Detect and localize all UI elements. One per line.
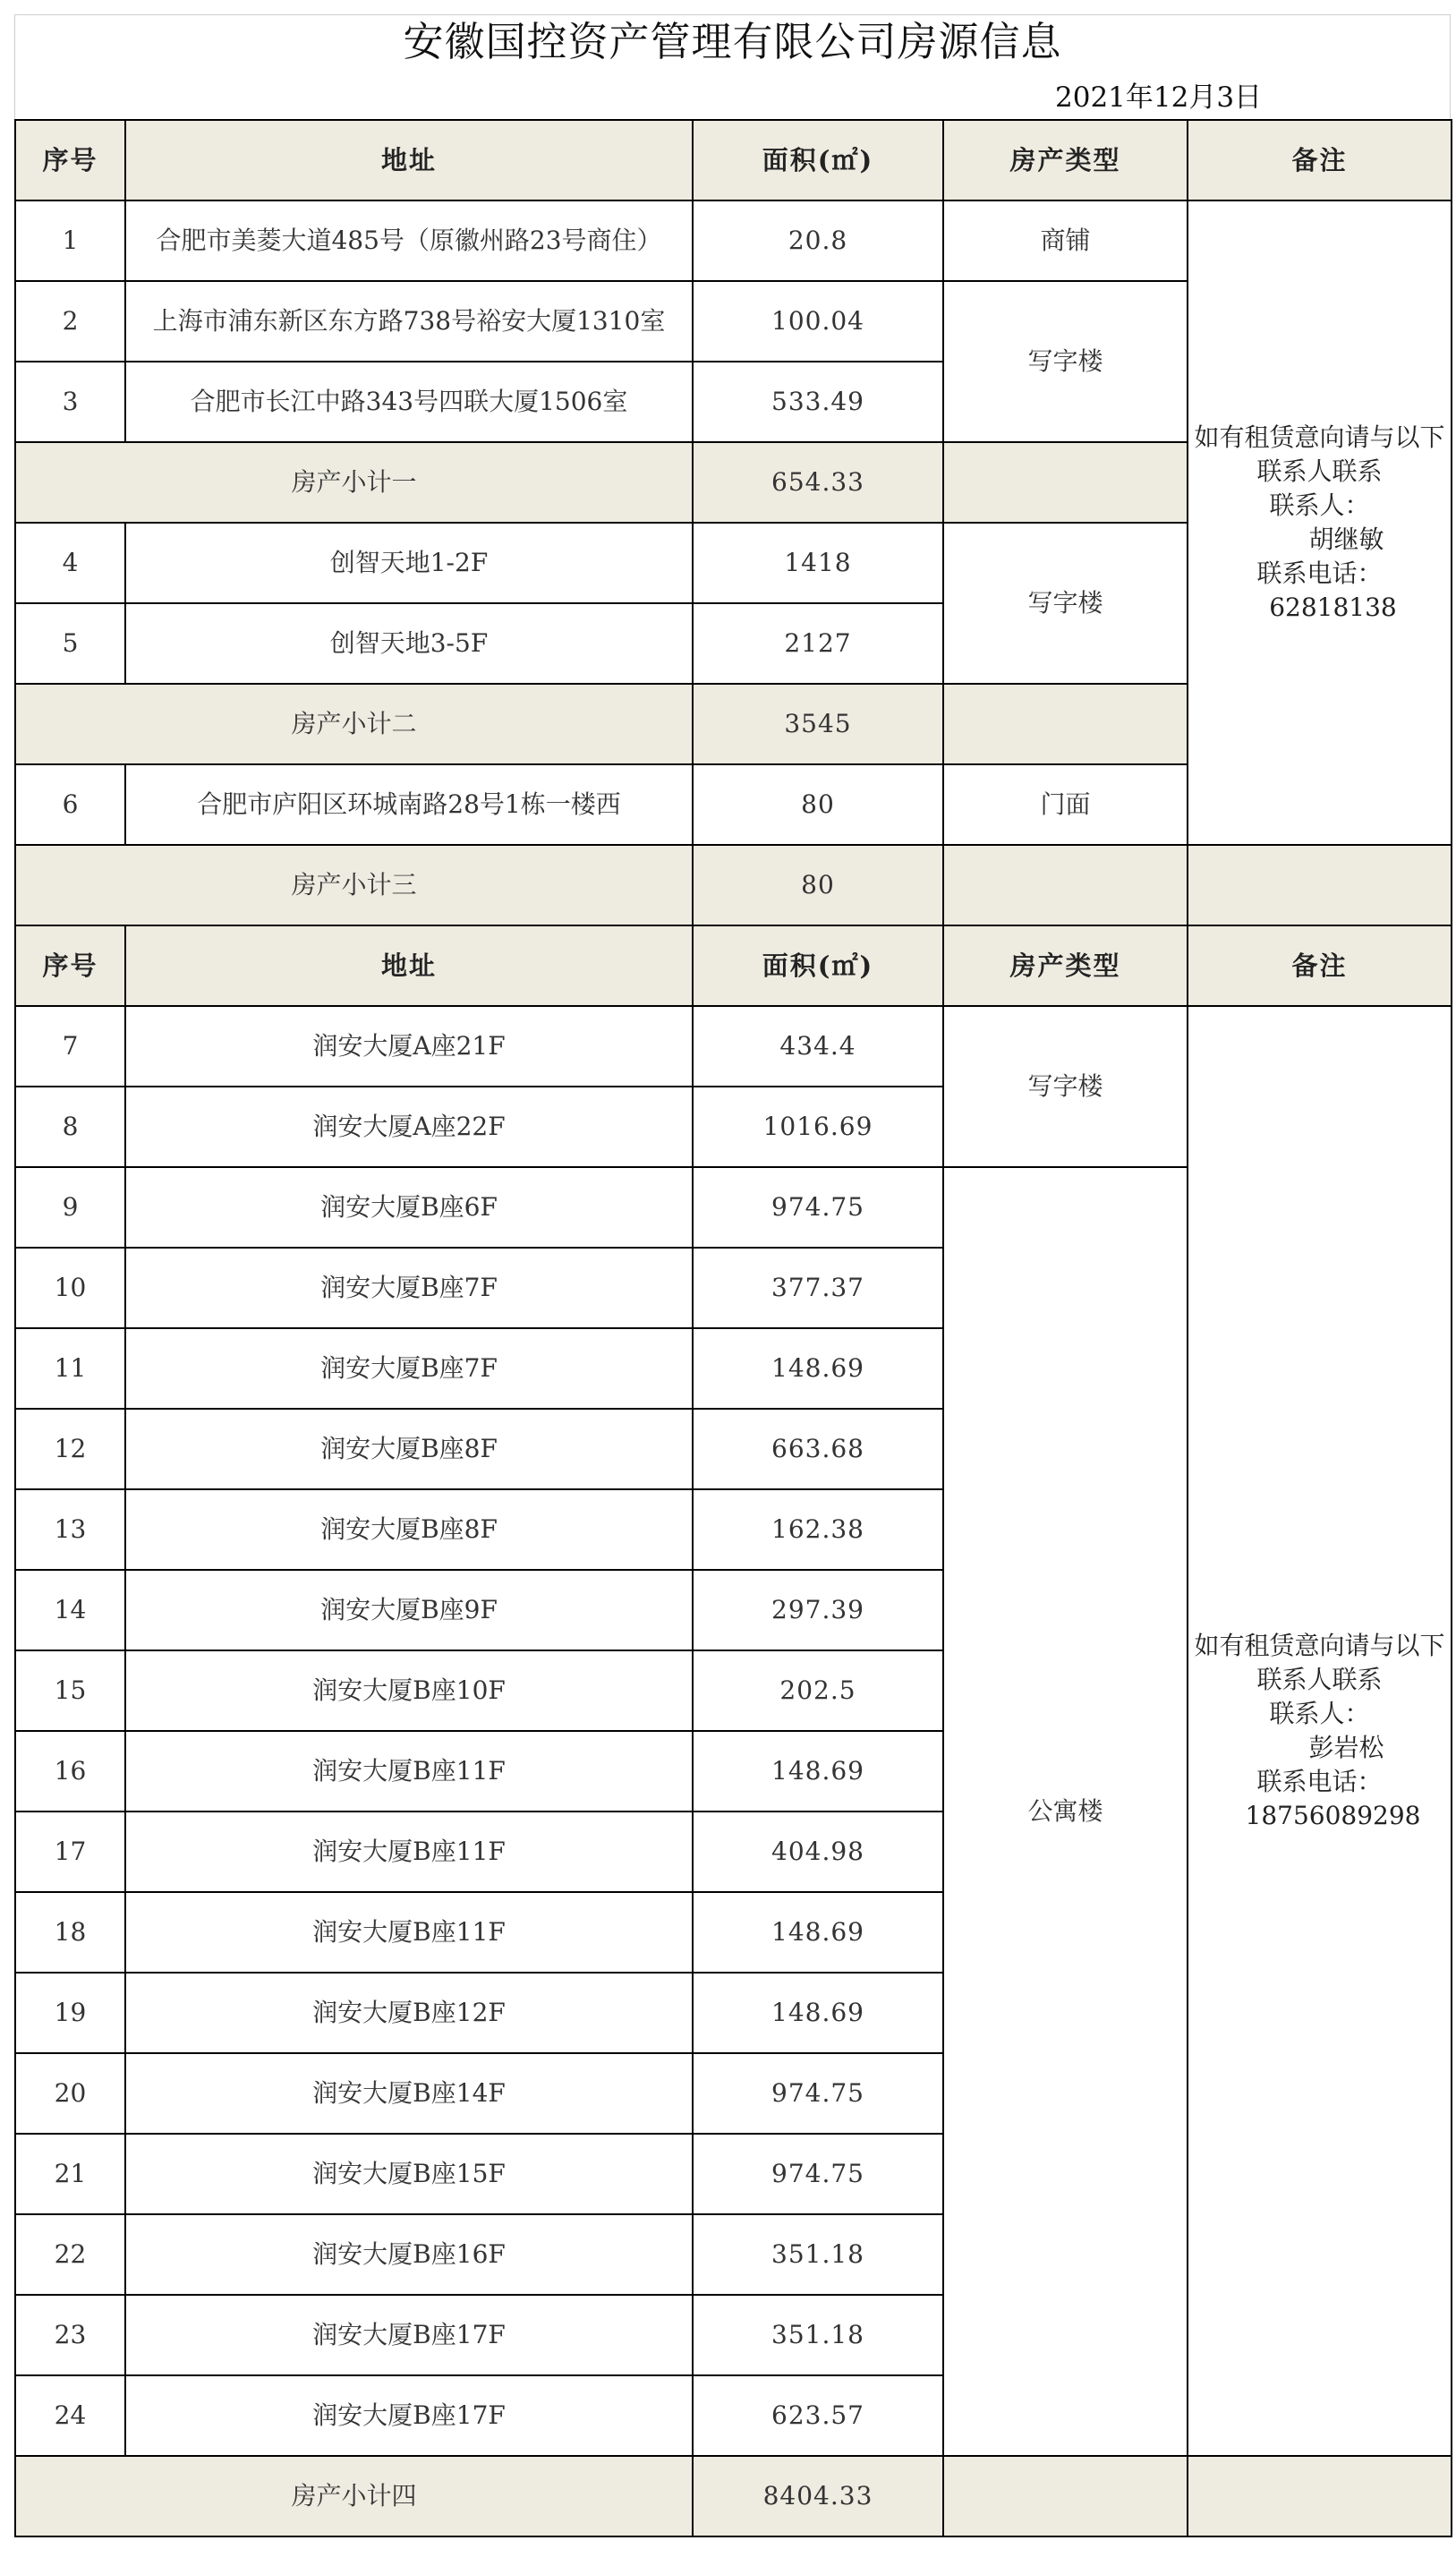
table-row xyxy=(15,1006,1452,1087)
row-area: 1418 xyxy=(693,523,943,603)
row-address: 润安大厦B座17F xyxy=(125,2375,693,2456)
contact-phone-label: 联系电话： xyxy=(1256,558,1383,588)
row-address: 润安大厦B座10F xyxy=(125,1650,693,1731)
row-address: 润安大厦B座7F xyxy=(125,1328,693,1409)
header-area: 面积(㎡) xyxy=(693,120,943,200)
subtotal-label: 房产小计二 xyxy=(15,684,693,764)
row-address: 润安大厦A座21F xyxy=(125,1006,693,1087)
subtotal-empty xyxy=(943,845,1188,925)
subtotal-area: 80 xyxy=(693,845,943,925)
table-row xyxy=(15,200,1452,281)
row-area: 148.69 xyxy=(693,1328,943,1409)
row-address: 润安大厦B座8F xyxy=(125,1489,693,1570)
row-seq: 21 xyxy=(15,2134,125,2214)
row-seq: 14 xyxy=(15,1570,125,1650)
row-area: 297.39 xyxy=(693,1570,943,1650)
subtotal-row xyxy=(15,2456,1452,2536)
row-address: 润安大厦B座17F xyxy=(125,2295,693,2375)
header-address: 地址 xyxy=(125,120,693,200)
subtotal-empty xyxy=(1188,845,1452,925)
subtotal-label: 房产小计一 xyxy=(15,442,693,523)
contact-person-label: 联系人： xyxy=(1269,490,1370,520)
row-address: 润安大厦B座11F xyxy=(125,1731,693,1812)
subtotal-empty xyxy=(943,684,1188,764)
row-seq: 5 xyxy=(15,603,125,684)
row-address: 合肥市庐阳区环城南路28号1栋一楼西 xyxy=(125,764,693,845)
subtotal-area: 8404.33 xyxy=(693,2456,943,2536)
row-type: 公寓楼 xyxy=(943,1167,1188,2456)
row-area: 20.8 xyxy=(693,200,943,281)
row-address: 润安大厦B座6F xyxy=(125,1167,693,1248)
row-seq: 22 xyxy=(15,2214,125,2295)
row-seq: 18 xyxy=(15,1892,125,1973)
subtotal-empty xyxy=(943,2456,1188,2536)
row-area: 404.98 xyxy=(693,1812,943,1892)
row-seq: 16 xyxy=(15,1731,125,1812)
row-address: 合肥市美菱大道485号（原徽州路23号商住） xyxy=(125,200,693,281)
row-seq: 20 xyxy=(15,2053,125,2134)
row-area: 663.68 xyxy=(693,1409,943,1489)
row-seq: 3 xyxy=(15,362,125,442)
row-area: 80 xyxy=(693,764,943,845)
row-seq: 24 xyxy=(15,2375,125,2456)
row-seq: 10 xyxy=(15,1248,125,1328)
header-seq: 序号 xyxy=(15,925,125,1006)
table-header-row xyxy=(15,925,1452,1006)
row-area: 351.18 xyxy=(693,2295,943,2375)
row-seq: 6 xyxy=(15,764,125,845)
row-address: 润安大厦B座16F xyxy=(125,2214,693,2295)
header-type: 房产类型 xyxy=(943,925,1188,1006)
row-seq: 23 xyxy=(15,2295,125,2375)
row-area: 623.57 xyxy=(693,2375,943,2456)
date-row xyxy=(14,69,1451,119)
row-area: 148.69 xyxy=(693,1892,943,1973)
row-area: 148.69 xyxy=(693,1731,943,1812)
row-area: 100.04 xyxy=(693,281,943,362)
header-seq: 序号 xyxy=(15,120,125,200)
table-header-row xyxy=(15,120,1452,200)
row-seq: 2 xyxy=(15,281,125,362)
row-address: 润安大厦A座22F xyxy=(125,1087,693,1167)
row-address: 创智天地3-5F xyxy=(125,603,693,684)
row-seq: 12 xyxy=(15,1409,125,1489)
row-seq: 4 xyxy=(15,523,125,603)
row-seq: 9 xyxy=(15,1167,125,1248)
subtotal-empty xyxy=(1188,2456,1452,2536)
row-seq: 17 xyxy=(15,1812,125,1892)
row-address: 润安大厦B座11F xyxy=(125,1892,693,1973)
row-area: 974.75 xyxy=(693,1167,943,1248)
row-address: 润安大厦B座15F xyxy=(125,2134,693,2214)
header-note: 备注 xyxy=(1188,120,1452,200)
row-area: 351.18 xyxy=(693,2214,943,2295)
row-area: 533.49 xyxy=(693,362,943,442)
row-address: 润安大厦B座8F xyxy=(125,1409,693,1489)
row-seq: 15 xyxy=(15,1650,125,1731)
row-seq: 7 xyxy=(15,1006,125,1087)
row-seq: 11 xyxy=(15,1328,125,1409)
row-area: 2127 xyxy=(693,603,943,684)
property-listing-sheet xyxy=(14,14,1451,2537)
contact-person-name: 胡继敏 xyxy=(1308,524,1384,554)
document-title: 安徽国控资产管理有限公司房源信息 xyxy=(14,14,1451,69)
row-address: 创智天地1-2F xyxy=(125,523,693,603)
subtotal-area: 654.33 xyxy=(693,442,943,523)
row-type: 写字楼 xyxy=(943,281,1188,442)
contact-person-label: 联系人： xyxy=(1269,1699,1370,1728)
row-address: 润安大厦B座12F xyxy=(125,1973,693,2053)
subtotal-empty xyxy=(943,442,1188,523)
header-area: 面积(㎡) xyxy=(693,925,943,1006)
row-area: 974.75 xyxy=(693,2053,943,2134)
row-area: 162.38 xyxy=(693,1489,943,1570)
row-address: 润安大厦B座9F xyxy=(125,1570,693,1650)
row-type: 商铺 xyxy=(943,200,1188,281)
contact-phone: 18756089298 xyxy=(1245,1801,1421,1830)
row-seq: 13 xyxy=(15,1489,125,1570)
subtotal-label: 房产小计四 xyxy=(15,2456,693,2536)
contact-note-2 xyxy=(1188,1006,1452,2456)
row-address: 润安大厦B座14F xyxy=(125,2053,693,2134)
contact-note-1 xyxy=(1188,200,1452,845)
contact-phone: 62818138 xyxy=(1269,592,1397,622)
document-date: 2021年12月3日 xyxy=(1055,81,1263,114)
subtotal-label: 房产小计三 xyxy=(15,845,693,925)
row-address: 合肥市长江中路343号四联大厦1506室 xyxy=(125,362,693,442)
row-area: 377.37 xyxy=(693,1248,943,1328)
row-area: 974.75 xyxy=(693,2134,943,2214)
row-address: 润安大厦B座11F xyxy=(125,1812,693,1892)
row-area: 148.69 xyxy=(693,1973,943,2053)
subtotal-row xyxy=(15,845,1452,925)
row-address: 上海市浦东新区东方路738号裕安大厦1310室 xyxy=(125,281,693,362)
header-address: 地址 xyxy=(125,925,693,1006)
row-type: 门面 xyxy=(943,764,1188,845)
contact-note-text: 如有租赁意向请与以下联系人联系 xyxy=(1194,1631,1445,1694)
header-type: 房产类型 xyxy=(943,120,1188,200)
row-seq: 1 xyxy=(15,200,125,281)
row-type: 写字楼 xyxy=(943,1006,1188,1167)
row-address: 润安大厦B座7F xyxy=(125,1248,693,1328)
row-seq: 8 xyxy=(15,1087,125,1167)
row-area: 202.5 xyxy=(693,1650,943,1731)
row-type: 写字楼 xyxy=(943,523,1188,684)
contact-note-text: 如有租赁意向请与以下联系人联系 xyxy=(1194,422,1445,486)
property-table xyxy=(14,119,1452,2537)
row-area: 434.4 xyxy=(693,1006,943,1087)
contact-phone-label: 联系电话： xyxy=(1256,1767,1383,1796)
row-seq: 19 xyxy=(15,1973,125,2053)
contact-person-name: 彭岩松 xyxy=(1308,1733,1384,1762)
header-note: 备注 xyxy=(1188,925,1452,1006)
subtotal-area: 3545 xyxy=(693,684,943,764)
row-area: 1016.69 xyxy=(693,1087,943,1167)
